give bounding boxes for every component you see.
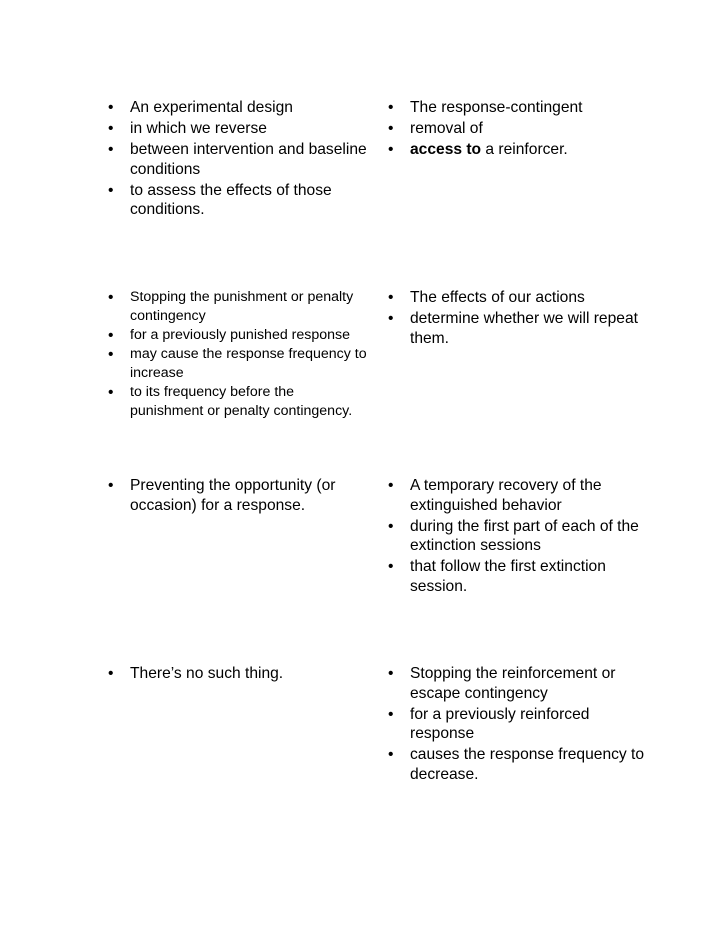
card-law-of-effect [388,288,650,348]
list-item: • Stopping the reinforcement or escape contingency [388,664,650,703]
bullet-list [388,98,650,160]
bullet-list [108,664,370,684]
list-item: • removal of [388,119,650,139]
card-penalty [388,98,650,160]
card-response-prevention [108,476,370,515]
list-item-text: a reinforcer. [481,141,568,158]
list-item: • causes the response frequency to decrease. [388,745,650,784]
list-item: • during the first part of each of the extinction sessions [388,517,650,556]
list-item: • that follow the first extinction session. [388,557,650,596]
list-item: • may cause the response frequency to increase [108,345,370,383]
bold-text: access to [410,141,482,158]
list-item: • between intervention and baseline conditions [108,140,370,179]
list-item: • to assess the effects of those conditions. [108,181,370,220]
list-item: • Stopping the punishment or penalty contingency [108,288,370,326]
list-item: • There’s no such thing. [108,664,370,684]
list-item: • Preventing the opportunity (or occasion) for a response. [108,476,370,515]
list-item: • The response-contingent [388,98,650,118]
list-item: • An experimental design [108,98,370,118]
bullet-list [108,476,370,515]
bullet-list [108,98,370,220]
list-item: • for a previously reinforced response [388,705,650,744]
list-item: • The effects of our actions [388,288,650,308]
bullet-list [388,288,650,348]
card-extinction [388,664,650,784]
list-item: • for a previously punished response [108,326,370,345]
bullet-list [388,664,650,784]
bullet-list [388,476,650,596]
bullet-list [108,288,370,421]
card-spontaneous-recovery [388,476,650,596]
list-item [388,140,650,160]
list-item: • in which we reverse [108,119,370,139]
list-item: • A temporary recovery of the extinguished behavior [388,476,650,515]
card-recovery-from-punishment [108,288,370,454]
card-no-such-thing [108,664,370,684]
card-reversal-design [108,98,370,220]
list-item: • to its frequency before the punishment or penalty contingency. [108,383,370,421]
list-item: • determine whether we will repeat them. [388,309,650,348]
